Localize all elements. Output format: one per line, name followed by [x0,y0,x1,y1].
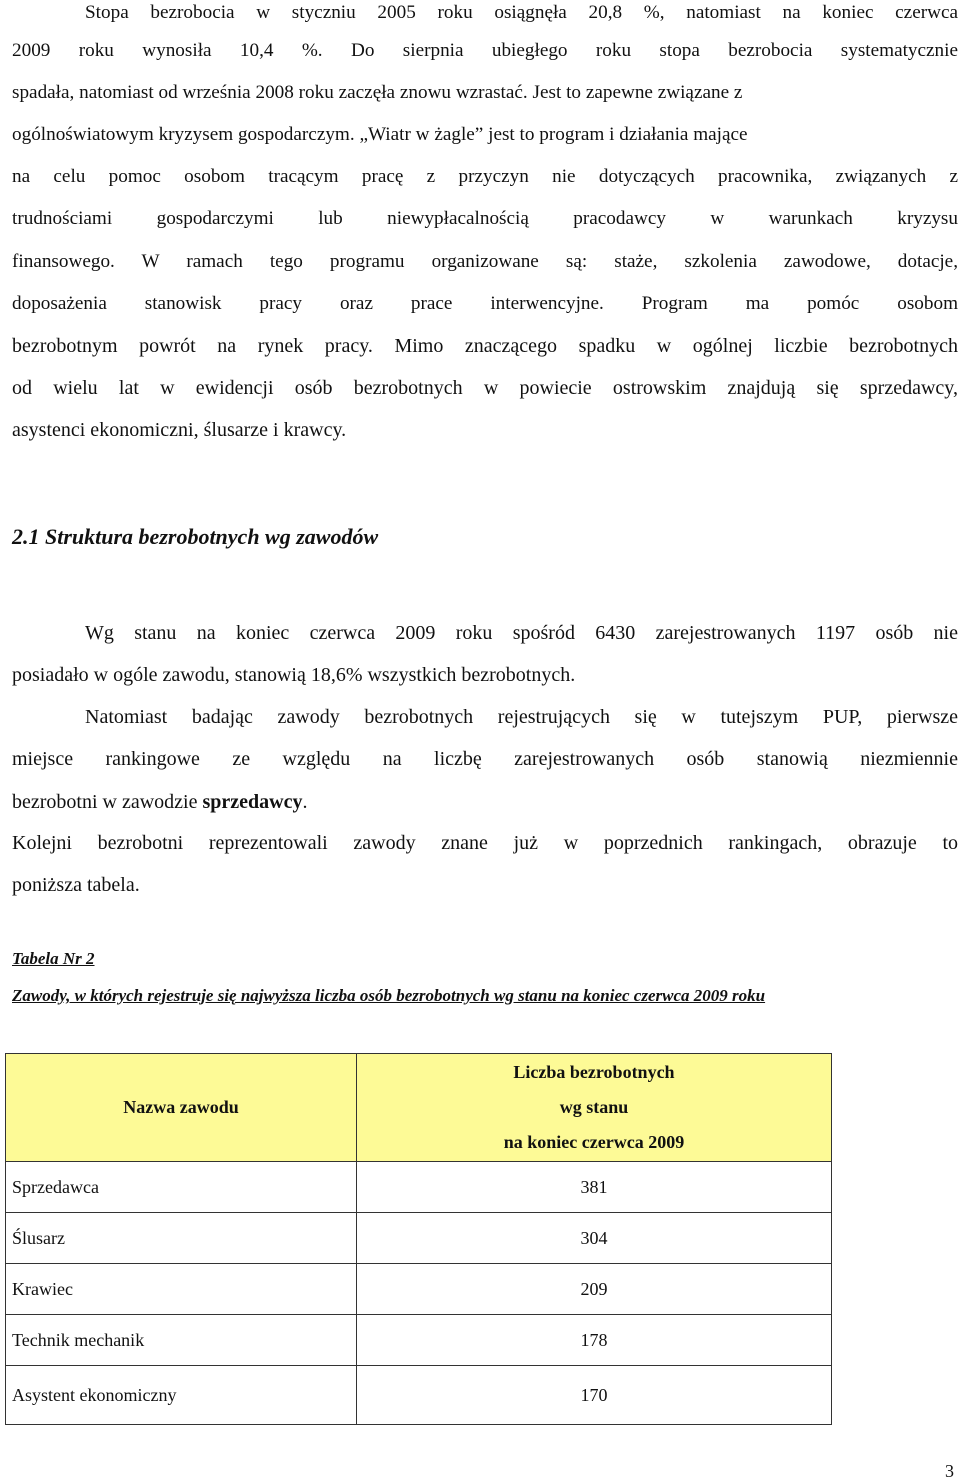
intro-line-1: Stopa bezrobocia w styczniu 2005 roku osiągnęła 20,8 %, natomiast na koniec czerwca [85,2,958,23]
paragraph-2-line-1: Natomiast badając zawody bezrobotnych rejestrujących się w tutejszym PUP, pierwsze [85,706,958,728]
header-unemployed-count [357,1054,832,1162]
table-row [6,1315,832,1366]
page-number: 3 [945,1461,954,1481]
intro-line-5: na celu pomoc osobom tracącym pracę z przyczyn nie dotyczących pracownika, związanych z [12,166,958,187]
intro-line-3: spadała, natomiast od września 2008 roku zaczęła znowu wzrastać. Jest to zapewne związane z [12,82,743,103]
paragraph-2-prefix: bezrobotni w zawodzie [12,791,198,813]
intro-line-9: bezrobotnym powrót na rynek pracy. Mimo znaczącego spadku w ogólnej liczbie bezrobotnych [12,335,958,357]
occupation-name: Technik mechanik [6,1315,357,1366]
paragraph-1-line-1: Wg stanu na koniec czerwca 2009 roku spośród 6430 zarejestrowanych 1197 osób nie [85,622,958,644]
header-line-2: wg stanu [559,1097,629,1117]
occupation-name: Ślusarz [6,1213,357,1264]
intro-line-4: ogólnoświatowym kryzysem gospodarczym. „Wiatr w żagle” jest to program i działania mające [12,124,748,145]
intro-line-7: finansowego. W ramach tego programu organizowane są: staże, szkolenia zawodowe, dotacje, [12,251,958,272]
table-row [6,1162,832,1213]
intro-line-6: trudnościami gospodarczymi lub niewypłacalnością pracodawcy w warunkach kryzysu [12,208,958,229]
paragraph-2-suffix: . [302,791,308,813]
paragraph-3-line-1: Kolejni bezrobotni reprezentowali zawody znane już w poprzednich rankingach, obrazuje to [12,832,958,854]
intro-line-10: od wielu lat w ewidencji osób bezrobotnych w powiecie ostrowskim znajdują się sprzedawcy, [12,377,958,399]
occupation-count: 178 [357,1315,832,1366]
table-title-text: Zawody, w których rejestruje się najwyższa liczba osób bezrobotnych wg stanu na koniec czerwca 2009 roku [12,986,766,1005]
occupation-count: 304 [357,1213,832,1264]
occupation-count: 209 [357,1264,832,1315]
table-title [12,984,765,1008]
table-row [6,1366,832,1425]
occupation-table [5,1053,832,1425]
table-header-row [6,1054,832,1162]
table-number-text: Tabela Nr 2 [12,949,95,968]
header-line-1: Liczba bezrobotnych [513,1062,675,1082]
paragraph-2-line-3 [12,789,958,815]
highlight-sprzedawcy: sprzedawcy [202,791,303,813]
intro-line-2: 2009 roku wynosiła 10,4 %. Do sierpnia ubiegłego roku stopa bezrobocia systematycznie [12,40,958,61]
table-row [6,1213,832,1264]
paragraph-1-line-2: posiadało w ogóle zawodu, stanowią 18,6% wszystkich bezrobotnych. [12,664,576,686]
table-row [6,1264,832,1315]
paragraph-3-line-2: poniższa tabela. [12,874,140,896]
occupation-count: 381 [357,1162,832,1213]
intro-line-11: asystenci ekonomiczni, ślusarze i krawcy. [12,419,347,441]
table-number [12,947,95,971]
section-heading: 2.1 Struktura bezrobotnych wg zawodów [12,524,379,549]
occupation-count: 170 [357,1366,832,1425]
occupation-name: Sprzedawca [6,1162,357,1213]
occupation-name: Krawiec [6,1264,357,1315]
occupation-name: Asystent ekonomiczny [6,1366,357,1425]
intro-line-8: doposażenia stanowisk pracy oraz prace interwencyjne. Program ma pomóc osobom [12,293,958,314]
paragraph-2-line-2: miejsce rankingowe ze względu na liczbę zarejestrowanych osób stanowią niezmiennie [12,748,958,770]
header-occupation: Nazwa zawodu [6,1054,357,1162]
header-line-3: na koniec czerwca 2009 [503,1132,685,1152]
